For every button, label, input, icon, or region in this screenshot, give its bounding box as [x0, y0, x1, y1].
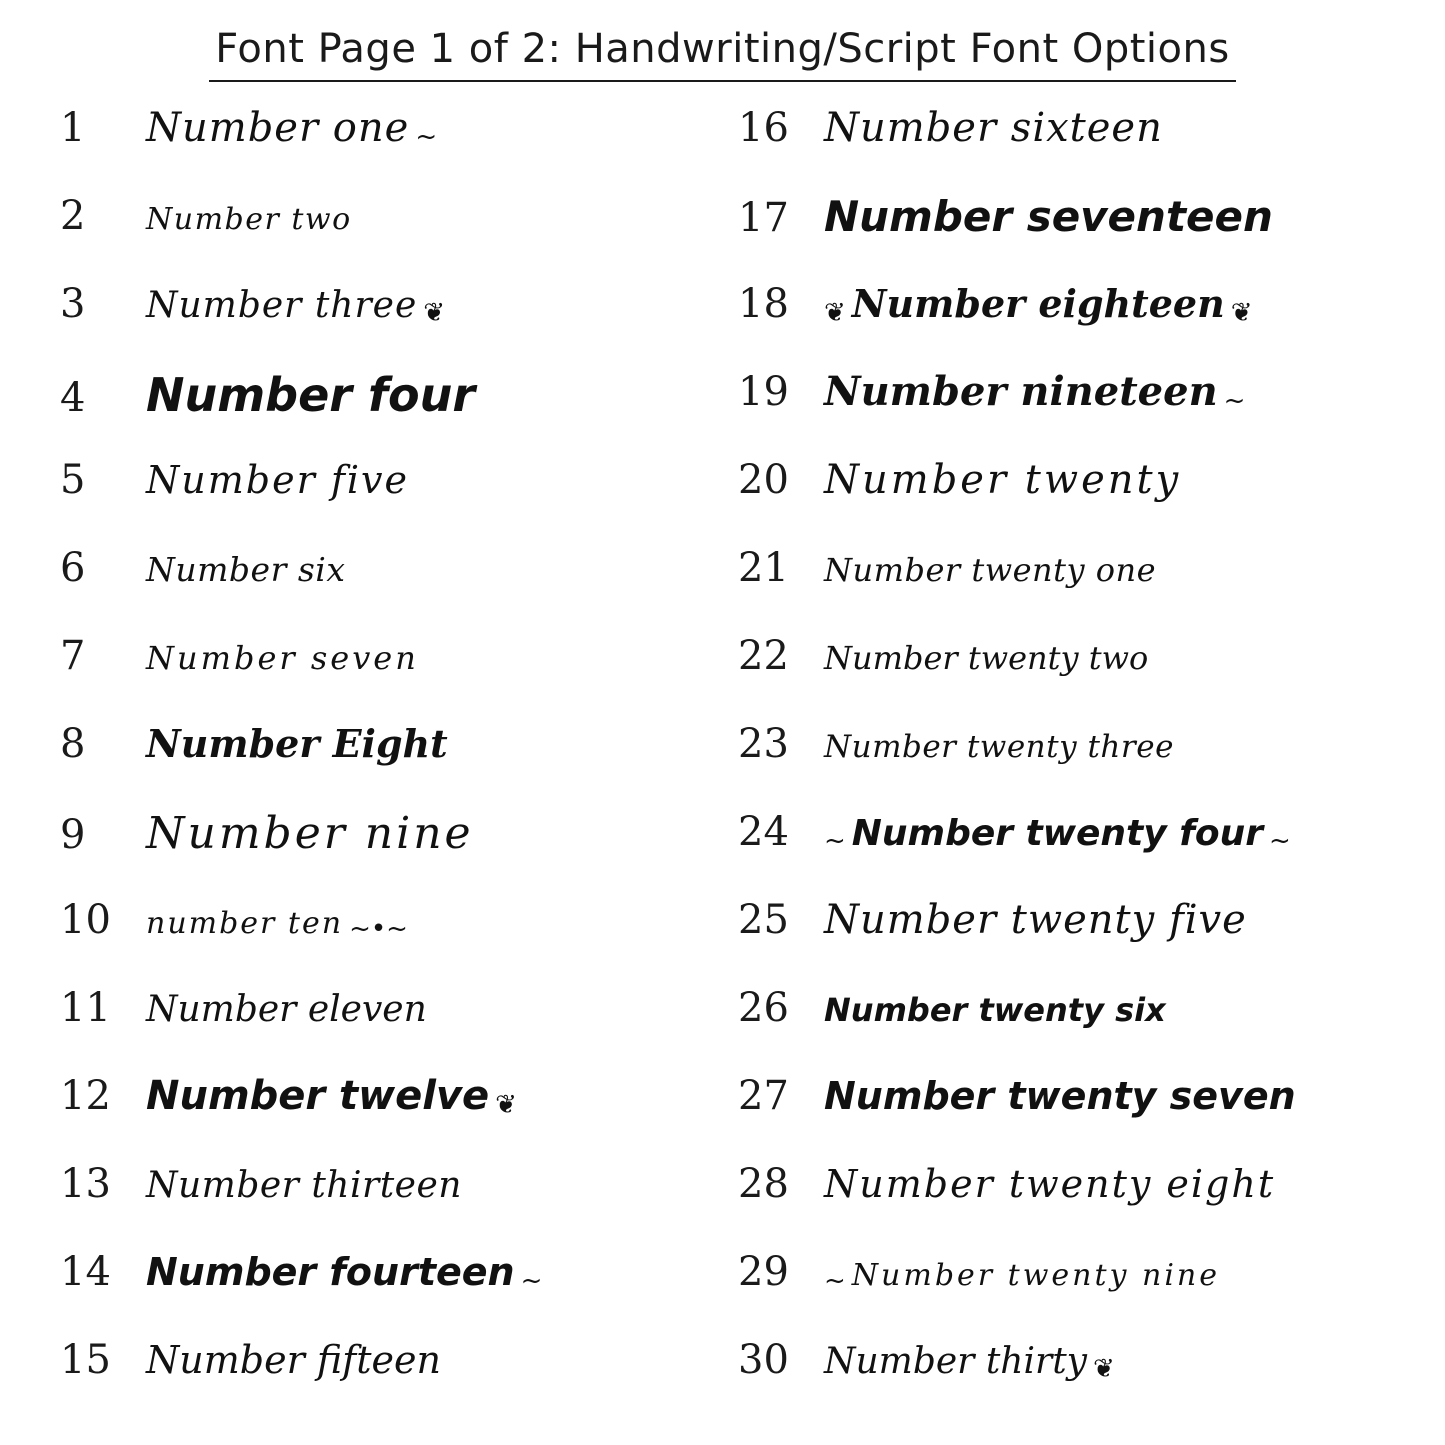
- font-option-row[interactable]: [722, 281, 1444, 372]
- font-sample-text: Number nineteen: [824, 368, 1218, 415]
- font-option-row[interactable]: [0, 281, 722, 372]
- font-sample-text: Number fourteen: [146, 1250, 515, 1294]
- font-sample-text: Number twenty nine: [851, 1258, 1220, 1293]
- font-option-number: 7: [60, 633, 86, 679]
- font-option-sample: [146, 105, 438, 152]
- font-sample-text: number ten: [146, 906, 344, 941]
- font-sample-text: Number Eight: [146, 721, 448, 766]
- page-title-container: [0, 26, 1445, 82]
- font-option-number: 30: [738, 1337, 789, 1383]
- font-option-sample: [824, 368, 1246, 416]
- font-option-number: 11: [60, 985, 111, 1031]
- font-option-row[interactable]: [0, 1073, 722, 1164]
- font-option-row[interactable]: [0, 1249, 722, 1340]
- font-option-number: 17: [738, 195, 789, 241]
- font-option-sample: [824, 729, 1174, 765]
- font-option-number: 4: [60, 375, 86, 421]
- font-option-number: 2: [60, 193, 86, 239]
- font-option-number: 12: [60, 1073, 111, 1119]
- flourish-ornament-icon: ❦: [1230, 297, 1253, 328]
- font-sample-text: Number twenty one: [824, 551, 1157, 589]
- font-option-row[interactable]: [722, 1161, 1444, 1252]
- font-option-row[interactable]: [0, 808, 722, 900]
- font-option-sample: [824, 1162, 1276, 1206]
- font-sample-text: Number twenty: [824, 457, 1182, 503]
- font-option-sample: [824, 1341, 1115, 1384]
- font-option-row[interactable]: [0, 633, 722, 724]
- font-option-sample: [824, 1258, 1220, 1296]
- font-option-number: 13: [60, 1161, 111, 1207]
- font-option-number: 28: [738, 1161, 789, 1207]
- font-column-left: [0, 105, 722, 1438]
- font-option-row[interactable]: [0, 1337, 722, 1428]
- font-option-number: 9: [60, 812, 86, 858]
- font-option-row[interactable]: [0, 105, 722, 196]
- font-sample-text: Number five: [146, 458, 409, 502]
- font-option-sample: [824, 813, 1291, 856]
- font-sample-text: Number six: [146, 550, 346, 589]
- font-sample-text: Number twenty three: [824, 729, 1174, 765]
- font-option-number: 22: [738, 633, 789, 679]
- font-sample-text: Number twenty five: [824, 897, 1247, 943]
- font-option-sample: [146, 808, 474, 859]
- flourish-ornament-icon: ❦: [423, 297, 446, 328]
- font-option-row[interactable]: [0, 545, 722, 636]
- font-option-sample: [824, 551, 1157, 589]
- font-option-number: 5: [60, 457, 86, 503]
- font-option-number: 14: [60, 1249, 111, 1295]
- font-column-right: [722, 105, 1444, 1438]
- font-option-row[interactable]: [722, 457, 1444, 548]
- font-option-number: 21: [738, 545, 789, 591]
- font-option-number: 15: [60, 1337, 111, 1383]
- font-option-number: 20: [738, 457, 789, 503]
- font-option-row[interactable]: [0, 1161, 722, 1252]
- font-option-sample: [824, 457, 1182, 503]
- font-option-sample: [824, 192, 1273, 241]
- font-option-sample: [824, 639, 1149, 677]
- flourish-ornament-icon: ~•~: [349, 913, 408, 944]
- font-option-row[interactable]: [722, 105, 1444, 196]
- font-option-number: 19: [738, 369, 789, 415]
- font-option-row[interactable]: [722, 545, 1444, 636]
- font-option-row[interactable]: [722, 1073, 1444, 1164]
- font-option-row[interactable]: [722, 897, 1444, 988]
- font-option-sample: [824, 991, 1166, 1029]
- font-option-number: 3: [60, 281, 86, 327]
- font-option-sample: [146, 1250, 543, 1296]
- font-option-row[interactable]: [722, 1337, 1444, 1428]
- font-option-sample: [824, 281, 1253, 328]
- font-option-sample: [146, 458, 409, 502]
- font-option-number: 23: [738, 721, 789, 767]
- font-option-row[interactable]: [0, 457, 722, 548]
- flourish-ornament-icon: ~: [520, 1265, 543, 1296]
- font-option-sample: [146, 1165, 462, 1206]
- font-option-sample: [146, 1073, 517, 1120]
- font-sample-text: Number twenty six: [824, 991, 1166, 1029]
- font-option-row[interactable]: [0, 721, 722, 812]
- flourish-ornament-icon: ❦: [824, 297, 846, 328]
- font-option-number: 18: [738, 281, 789, 327]
- font-option-sample: [146, 550, 346, 589]
- flourish-ornament-icon: ~: [1223, 385, 1246, 416]
- font-option-sample: [824, 1074, 1296, 1118]
- font-sample-text: Number twenty four: [851, 813, 1264, 854]
- font-option-sample: [146, 721, 448, 766]
- font-sample-text: Number twenty seven: [824, 1074, 1296, 1118]
- font-sample-text: Number seven: [146, 639, 419, 677]
- font-option-sample: [824, 105, 1163, 151]
- font-option-number: 6: [60, 545, 86, 591]
- font-option-sample: [146, 285, 446, 328]
- flourish-ornament-icon: ~: [1269, 825, 1291, 856]
- font-option-row[interactable]: [0, 985, 722, 1076]
- font-option-row[interactable]: [722, 633, 1444, 724]
- font-option-sample: [146, 1338, 441, 1382]
- font-option-row[interactable]: [0, 368, 722, 460]
- font-option-number: 10: [60, 897, 111, 943]
- font-option-number: 29: [738, 1249, 789, 1295]
- font-option-number: 16: [738, 105, 789, 151]
- font-option-number: 27: [738, 1073, 789, 1119]
- font-option-sample: [146, 639, 419, 677]
- flourish-ornament-icon: ~: [824, 825, 846, 856]
- font-option-sample: [824, 897, 1247, 943]
- font-option-sample: [146, 368, 476, 422]
- font-sample-text: Number sixteen: [824, 105, 1163, 151]
- font-sample-text: Number four: [146, 368, 476, 422]
- font-option-row[interactable]: [722, 1249, 1444, 1340]
- font-option-sample: [146, 202, 352, 237]
- font-sample-text: Number seventeen: [824, 192, 1273, 241]
- font-option-row[interactable]: [722, 809, 1444, 900]
- font-sample-text: Number nine: [146, 808, 474, 859]
- font-option-number: 24: [738, 809, 789, 855]
- font-option-row[interactable]: [722, 192, 1444, 284]
- font-sample-text: Number twelve: [146, 1073, 490, 1119]
- font-sample-text: Number two: [146, 202, 352, 237]
- font-option-row[interactable]: [722, 985, 1444, 1076]
- font-option-number: 25: [738, 897, 789, 943]
- font-option-number: 1: [60, 105, 86, 151]
- font-sample-text: Number thirty: [824, 1341, 1088, 1382]
- font-sample-text: Number twenty two: [824, 639, 1149, 677]
- font-sample-text: Number twenty eight: [824, 1162, 1276, 1206]
- flourish-ornament-icon: ~: [824, 1265, 846, 1296]
- flourish-ornament-icon: ❦: [1093, 1353, 1115, 1384]
- font-sample-text: Number one: [146, 105, 410, 151]
- font-option-row[interactable]: [0, 897, 722, 988]
- font-option-number: 26: [738, 985, 789, 1031]
- font-list-columns: [0, 105, 1445, 1438]
- font-sample-text: Number fifteen: [146, 1338, 441, 1382]
- font-sample-text: Number eleven: [146, 989, 427, 1030]
- flourish-ornament-icon: ~: [415, 121, 438, 152]
- font-option-number: 8: [60, 721, 86, 767]
- font-option-sample: [146, 906, 408, 944]
- font-option-row[interactable]: [722, 721, 1444, 812]
- page-title: Font Page 1 of 2: Handwriting/Script Font Options: [209, 26, 1235, 82]
- font-sample-text: Number three: [146, 285, 418, 326]
- font-option-row[interactable]: [0, 193, 722, 284]
- font-option-row[interactable]: [722, 368, 1444, 460]
- font-option-sample: [146, 989, 427, 1030]
- font-sample-text: Number thirteen: [146, 1165, 462, 1206]
- font-sample-text: Number eighteen: [851, 281, 1225, 326]
- flourish-ornament-icon: ❦: [495, 1089, 517, 1120]
